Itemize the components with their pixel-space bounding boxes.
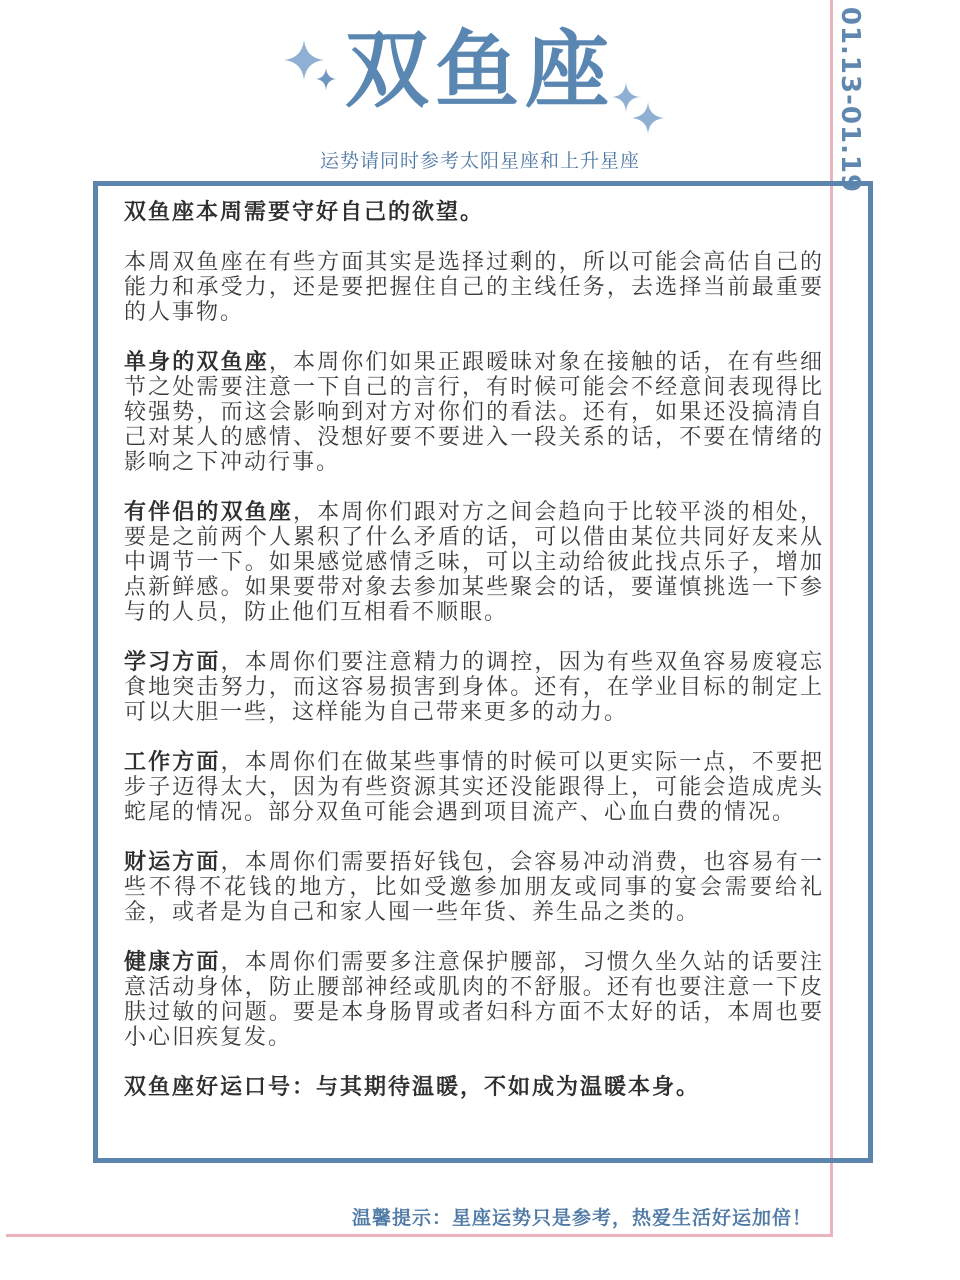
section-study: 学习方面，本周你们要注意精力的调控，因为有些双鱼容易废寝忘食地突击努力，而这容易损害到身体。还有，在学业目标的制定上可以大胆一些，这样能为自己带来更多的动力。 [124, 650, 824, 725]
footer-tip: 温馨提示：星座运势只是参考，热爱生活好运加倍！ [351, 1207, 812, 1229]
lucky-slogan: 双鱼座好运口号：与其期待温暖，不如成为温暖本身。 [124, 1075, 701, 1100]
section-work: 工作方面，本周你们在做某些事情的时候可以更实际一点，不要把步子迈得太大，因为有些资源其实还没能跟得上，可能会造成虎头蛇尾的情况。部分双鱼可能会遇到项目流产、心血白费的情况。 [124, 750, 824, 825]
pink-horizontal-line [6, 1234, 833, 1237]
section-single: 单身的双鱼座，本周你们如果正跟暧昧对象在接触的话，在有些细节之处需要注意一下自己的言行，有时候可能会不经意间表现得比较强势，而这会影响到对方对你们的看法。还有，如果还没搞清自己对某人的感情、没想好要不要进入一段关系的话，不要在情绪的影响之下冲动行事。 [124, 350, 824, 475]
section-health: 健康方面，本周你们需要多注意保护腰部，习惯久坐久站的话要注意活动身体，防止腰部神经或肌肉的不舒服。还有也要注意一下皮肤过敏的问题。要是本身肠胃或者妇科方面不太好的话，本周也要小心旧疾复发。 [124, 950, 824, 1050]
headline: 双鱼座本周需要守好自己的欲望。 [124, 200, 485, 225]
horoscope-content [124, 200, 824, 1125]
date-range: 01.13-01.19 [835, 6, 865, 194]
page-subtitle: 运势请同时参考太阳星座和上升星座 [319, 150, 640, 172]
section-couple: 有伴侣的双鱼座，本周你们跟对方之间会趋向于比较平淡的相处，要是之前两个人累积了什么矛盾的话，可以借由某位共同好友来从中调节一下。如果感觉感情乏味，可以主动给彼此找点乐子，增加点新鲜感。如果要带对象去参加某些聚会的话，要谨慎挑选一下参与的人员，防止他们互相看不顺眼。 [124, 500, 824, 625]
section-wealth: 财运方面，本周你们需要捂好钱包，会容易冲动消费，也容易有一些不得不花钱的地方，比如受邀参加朋友或同事的宴会需要给礼金，或者是为自己和家人囤一些年货、养生品之类的。 [124, 850, 824, 925]
page-title: 双鱼座 [344, 21, 615, 119]
horoscope-card [93, 181, 873, 1163]
intro-paragraph: 本周双鱼座在有些方面其实是选择过剩的，所以可能会高估自己的能力和承受力，还是要把握住自己的主线任务，去选择当前最重要的人事物。 [124, 250, 824, 325]
